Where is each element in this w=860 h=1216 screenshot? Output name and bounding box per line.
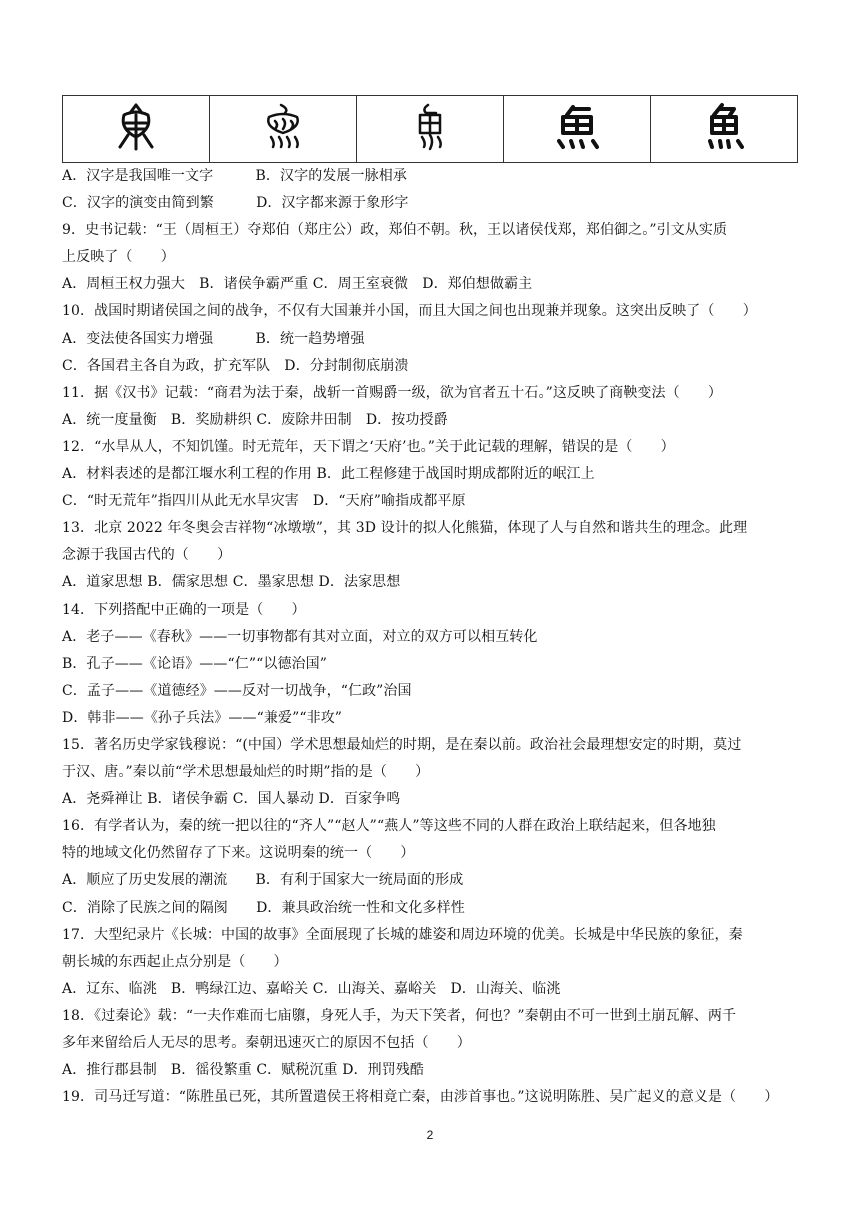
- bronze-fish-glyph-icon: [255, 101, 311, 153]
- question-text: [62, 163, 798, 1111]
- glyph-cell-bronze: [210, 96, 357, 163]
- glyph-cell-clerical: [504, 96, 651, 163]
- text-line: 上反映了（ ）: [62, 249, 175, 266]
- text-line: 16．有学者认为，秦的统一把以往的“齐人”“赵人”“燕人”等这些不同的人群在政治上联结起来，但各地独: [62, 818, 716, 835]
- text-line: 11．据《汉书》记载：“商君为法于秦，战斩一首赐爵一级，欲为官者五十石。”这反映了商鞅变法（ ）: [62, 384, 723, 401]
- glyph-cell-oracle: [63, 96, 210, 163]
- page-number: 2: [426, 1128, 434, 1142]
- text-line: 17．大型纪录片《长城：中国的故事》全面展现了长城的雄姿和周边环境的优美。长城是中华民族的象征，秦: [62, 926, 743, 943]
- text-line: A．顺应了历史发展的潮流 B．有利于国家大一统局面的形成: [62, 872, 464, 889]
- text-line: A．周桓王权力强大 B．诸侯争霸严重 C．周王室衰微 D．郑伯想做霸主: [62, 276, 533, 293]
- text-line: 19．司马迁写道：“陈胜虽已死，其所置遣侯王将相竟亡秦，由涉首事也。”这说明陈胜、吴广起义的意义是（ ）: [62, 1089, 779, 1106]
- oracle-fish-glyph-icon: [108, 101, 164, 153]
- text-line: A．辽东、临洮 B．鸭绿江边、嘉峪关 C．山海关、嘉峪关 D．山海关、临洮: [62, 980, 561, 997]
- text-line: A．汉字是我国唯一文字 B．汉字的发展一脉相承: [62, 168, 407, 184]
- text-line: C．“时无荒年”指四川从此无水旱灾害 D．“天府”喻指成都平原: [62, 493, 466, 510]
- text-line: 念源于我国古代的（ ）: [62, 547, 232, 564]
- text-line: C．汉字的演变由简到繁 D．汉字都来源于象形字: [62, 195, 409, 212]
- text-line: A．老子——《春秋》——一切事物都有其对立面，对立的双方可以相互转化: [62, 628, 538, 645]
- text-line: C．消除了民族之间的隔阂 D．兼具政治统一性和文化多样性: [62, 899, 465, 916]
- text-line: C．各国君主各自为政，扩充军队 D．分封制彻底崩溃: [62, 357, 409, 374]
- text-line: 朝长城的东西起止点分别是（ ）: [62, 953, 288, 970]
- text-line: 18．《过秦论》载：“一夫作难而七庙隳，身死人手，为天下笑者，何也？”秦朝由不可一世到土崩瓦解、两千: [62, 1007, 737, 1024]
- text-line: 13．北京 2022 年冬奥会吉祥物“冰墩墩”，其 3D 设计的拟人化熊猫，体现了人与自然和谐共生的理念。此理: [62, 520, 748, 537]
- text-line: 15．著名历史学家钱穆说：“(中国）学术思想最灿烂的时期，是在秦以前。政治社会最理想安定的时期，莫过: [62, 736, 742, 753]
- text-line: A．尧舜禅让 B．诸侯争霸 C．国人暴动 D．百家争鸣: [62, 791, 401, 808]
- text-line: A．材料表述的是都江堰水利工程的作用 B．此工程修建于战国时期成都附近的岷江上: [62, 466, 595, 483]
- text-line: A．推行郡县制 B．徭役繁重 C．赋税沉重 D．刑罚残酷: [62, 1062, 425, 1079]
- clerical-fish-glyph-icon: [549, 101, 605, 153]
- text-line: 9．史书记载：“王（周桓王）夺郑伯（郑庄公）政，郑伯不朝。秋，王以诸侯伐郑，郑伯御之。”引文从实质: [62, 222, 728, 239]
- text-line: A．变法使各国实力增强 B．统一趋势增强: [62, 330, 365, 347]
- text-line: 多年来留给后人无尽的思考。秦朝迅速灭亡的原因不包括（ ）: [62, 1035, 471, 1051]
- glyph-evolution-table: [62, 95, 798, 163]
- text-line: C．孟子——《道德经》——反对一切战争，“仁政”治国: [62, 682, 412, 699]
- text-line: 12．“水旱从人，不知饥馑。时无荒年，天下谓之‘天府’也。”关于此记载的理解，错误的是（ ）: [62, 438, 675, 455]
- text-line: 10．战国时期诸侯国之间的战争，不仅有大国兼并小国，而且大国之间也出现兼并现象。这突出反映了（ ）: [62, 303, 757, 320]
- text-line: 于汉、唐。”秦以前“学术思想最灿烂的时期”指的是（ ）: [62, 764, 430, 781]
- seal-fish-glyph-icon: [402, 101, 458, 153]
- glyph-cell-seal: [357, 96, 504, 163]
- text-line: B．孔子——《论语》——“仁”“以德治国”: [62, 655, 328, 672]
- text-line: A．统一度量衡 B．奖励耕织 C．废除井田制 D．按功授爵: [62, 411, 448, 428]
- text-line: A．道家思想 B．儒家思想 C．墨家思想 D．法家思想: [62, 574, 401, 591]
- text-line: D．韩非——《孙子兵法》——“兼爱”“非攻”: [62, 709, 343, 726]
- glyph-cell-regular: [651, 96, 798, 163]
- text-line: 14．下列搭配中正确的一项是（ ）: [62, 601, 306, 618]
- text-line: 特的地域文化仍然留存了下来。这说明秦的统一（ ）: [62, 845, 415, 862]
- regular-fish-glyph-icon: [696, 101, 752, 153]
